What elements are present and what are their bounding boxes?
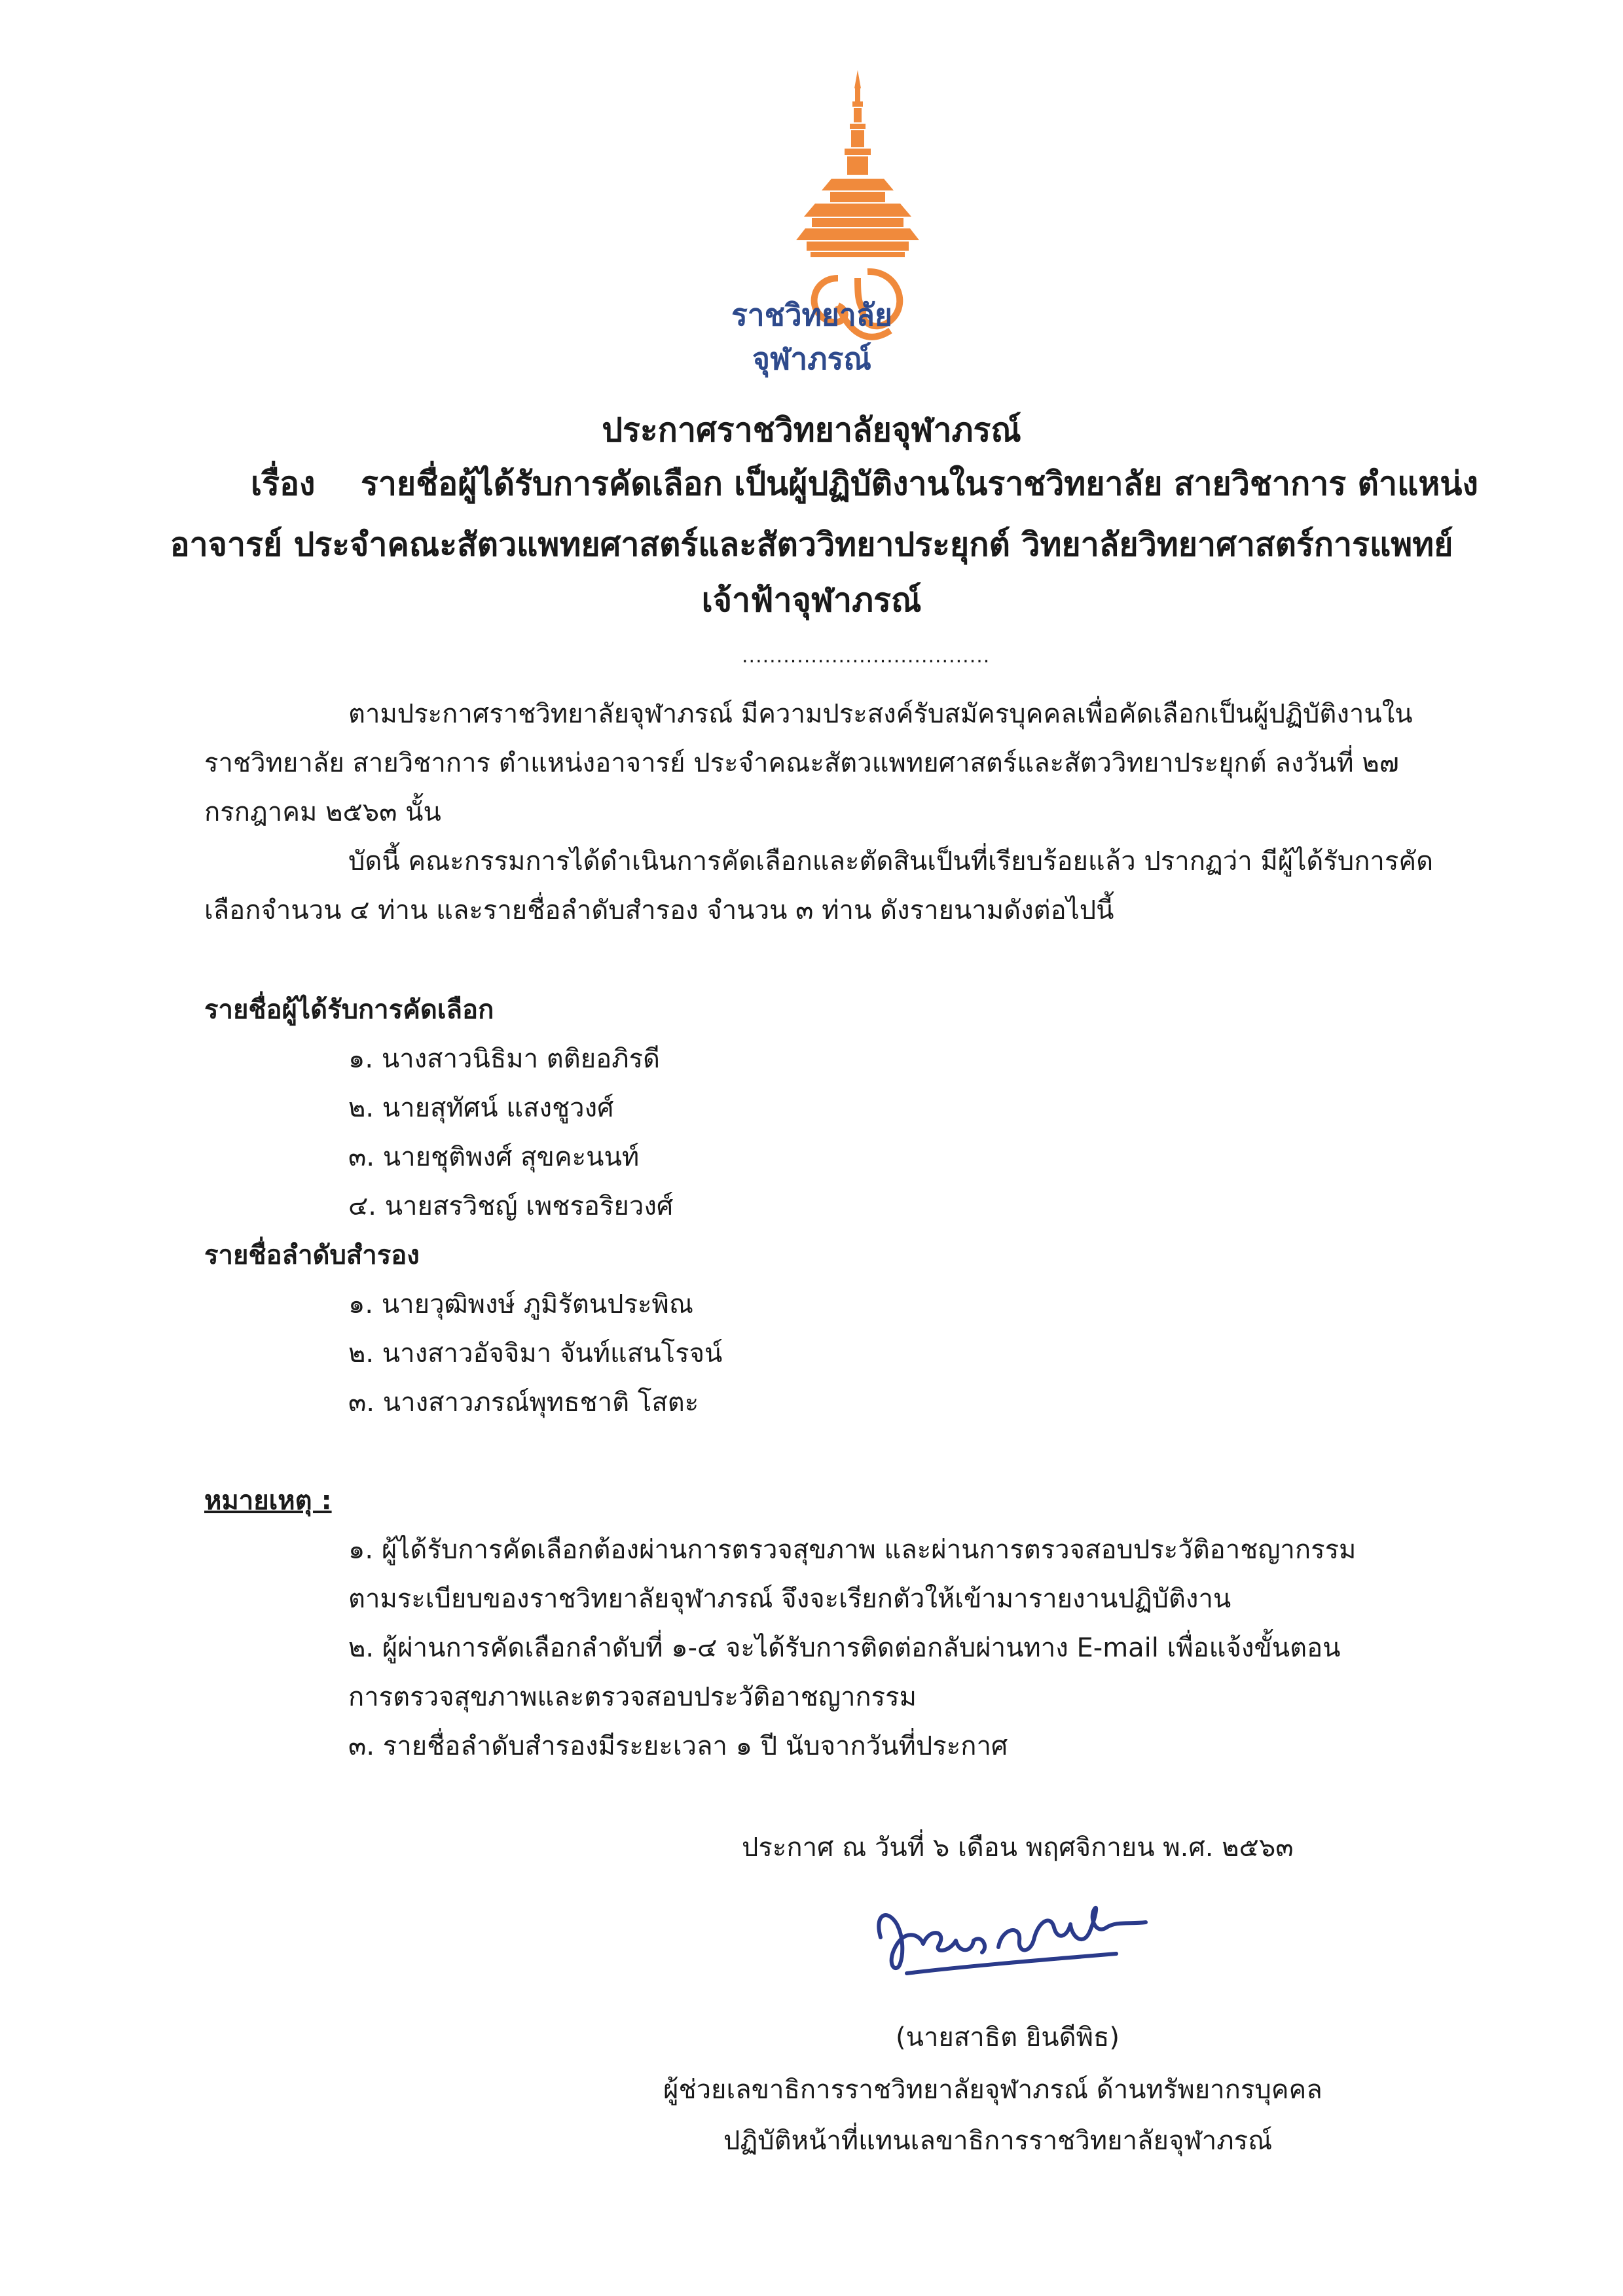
list-item: ๒. นางสาวอัจจิมา จันท์แสนโรจน์ [348, 1338, 723, 1369]
note-line: ๑. ผู้ได้รับการคัดเลือกต้องผ่านการตรวจสุขภาพ และผ่านการตรวจสอบประวัติอาชญากรรม [348, 1535, 1357, 1565]
list-item: ๓. นายชุติพงศ์ สุขคะนนท์ [348, 1142, 640, 1172]
list-item: ๑. นายวุฒิพงษ์ ภูมิรัตนประพิณ [348, 1289, 694, 1319]
note-line: ๓. รายชื่อลำดับสำรองมีระยะเวลา ๑ ปี นับจากวันที่ประกาศ [348, 1731, 1008, 1761]
subject-line-3: เจ้าฟ้าจุฬาภรณ์ [701, 581, 922, 619]
logo-line2: จุฬาภรณ์ [752, 341, 871, 376]
separator: .................................... [742, 645, 991, 668]
para1-line1: ตามประกาศราชวิทยาลัยจุฬาภรณ์ มีความประสงค์รับสมัครบุคคลเพื่อคัดเลือกเป็นผู้ปฏิบัติงานใน [348, 699, 1413, 729]
list-item: ๒. นายสุทัศน์ แสงชูวงศ์ [348, 1093, 614, 1123]
para2-line1: บัดนี้ คณะกรรมการได้ดำเนินการคัดเลือกและตัดสินเป็นที่เรียบร้อยแล้ว ปรากฏว่า มีผู้ได้รับการคัด [348, 846, 1434, 876]
notes-heading: หมายเหตุ : [204, 1486, 332, 1516]
note-line: การตรวจสุขภาพและตรวจสอบประวัติอาชญากรรม [348, 1682, 917, 1712]
note-line: ๒. ผู้ผ่านการคัดเลือกลำดับที่ ๑-๔ จะได้รับการติดต่อกลับผ่านทาง E-mail เพื่อแจ้งขั้นตอน [348, 1633, 1341, 1663]
para2-line2: เลือกจำนวน ๔ ท่าน และรายชื่อลำดับสำรอง จำนวน ๓ ท่าน ดังรายนามดังต่อไปนี้ [204, 895, 1114, 925]
subject-line-2: อาจารย์ ประจำคณะสัตวแพทยศาสตร์และสัตววิทยาประยุกต์ วิทยาลัยวิทยาศาสตร์การแพทย์ [170, 526, 1453, 564]
reserve-heading: รายชื่อลำดับสำรอง [204, 1240, 420, 1270]
para1-line3: กรกฎาคม ๒๕๖๓ นั้น [204, 797, 441, 827]
page-title: ประกาศราชวิทยาลัยจุฬาภรณ์ [602, 411, 1021, 449]
note-line: ตามระเบียบของราชวิทยาลัยจุฬาภรณ์ จึงจะเรียกตัวให้เข้ามารายงานปฏิบัติงาน [348, 1584, 1231, 1614]
subject-label: เรื่อง [251, 465, 316, 503]
signatory-position-2: ปฏิบัติหน้าที่แทนเลขาธิการราชวิทยาลัยจุฬาภรณ์ [723, 2126, 1273, 2156]
list-item: ๔. นายสรวิชญ์ เพชรอริยวงศ์ [348, 1191, 674, 1221]
announce-date: ประกาศ ณ วันที่ ๖ เดือน พฤศจิกายน พ.ศ. ๒๕๖๓ [742, 1833, 1294, 1863]
signatory-position-1: ผู้ช่วยเลขาธิการราชวิทยาลัยจุฬาภรณ์ ด้านทรัพยากรบุคคล [663, 2075, 1322, 2105]
list-item: ๑. นางสาวนิธิมา ตติยอภิรดี [348, 1044, 661, 1074]
signatory-name: (นายสาธิต ยินดีพิธ) [896, 2022, 1120, 2053]
para1-line2: ราชวิทยาลัย สายวิชาการ ตำแหน่งอาจารย์ ประจำคณะสัตวแพทยศาสตร์และสัตววิทยาประยุกต์ ลงวันที่ ๒๗ [204, 748, 1399, 778]
subject-line-1: รายชื่อผู้ได้รับการคัดเลือก เป็นผู้ปฏิบัติงานในราชวิทยาลัย สายวิชาการ ตำแหน่ง [361, 465, 1478, 503]
list-item: ๓. นางสาวภรณ์พุทธชาติ โสตะ [348, 1388, 699, 1418]
signature-icon [867, 1875, 1156, 1980]
logo-line1: ราชวิทยาลัย [731, 297, 892, 332]
selected-heading: รายชื่อผู้ได้รับการคัดเลือก [204, 995, 494, 1025]
